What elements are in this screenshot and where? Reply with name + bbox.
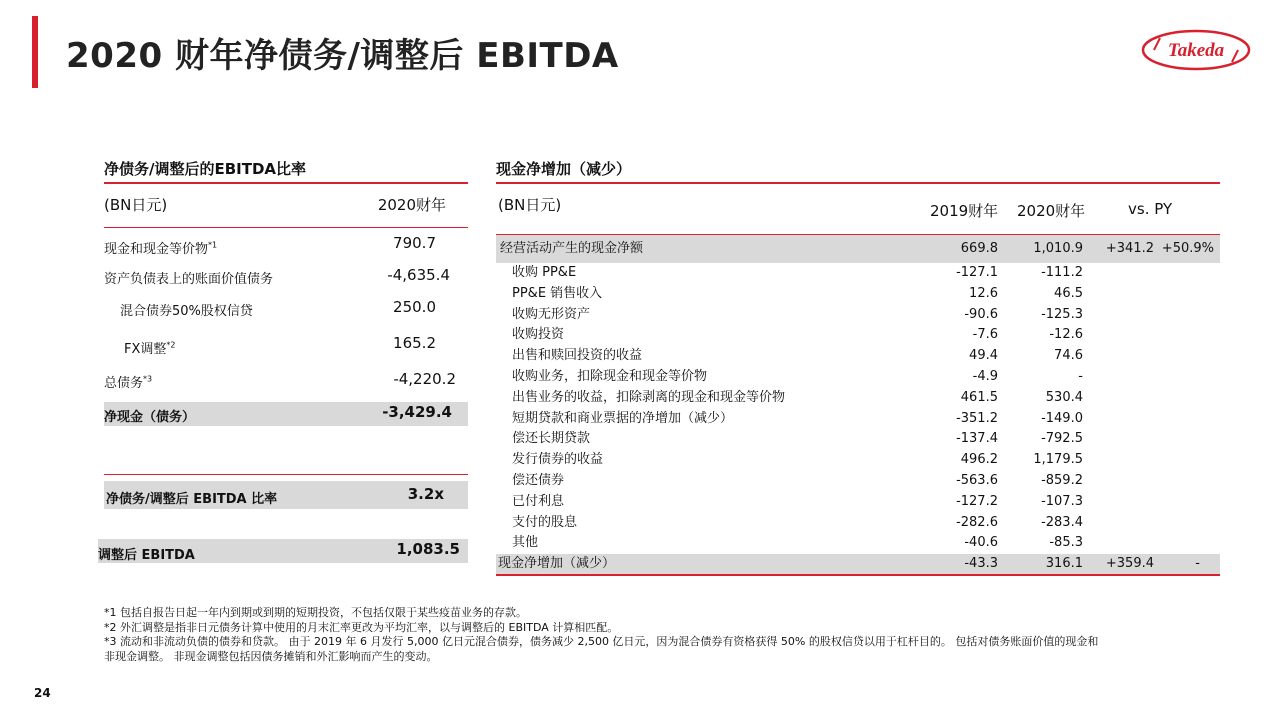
table-row (496, 513, 1220, 534)
table-row (104, 364, 468, 400)
row-label: 收购无形资产 (512, 306, 591, 322)
net-debt-header-row (104, 184, 468, 228)
row-label: 短期贷款和商业票据的净增加（减少） (512, 410, 734, 426)
row-value: -4,220.2 (393, 370, 456, 388)
takeda-logo (1140, 28, 1252, 72)
column-header-fy2019: 2019财年 (930, 202, 999, 220)
fy2019-value: 496.2 (960, 452, 998, 468)
table-row (104, 228, 468, 260)
table-row (104, 328, 468, 364)
net-increase-total-row (496, 554, 1220, 576)
fy2019-value: -7.6 (972, 327, 998, 343)
change-value: +341.2 (1105, 241, 1154, 256)
fy2020-value: - (1078, 368, 1083, 384)
row-value: 250.0 (393, 298, 436, 316)
title-accent-bar (32, 16, 38, 88)
footnote: *3 流动和非流动负债的债券和贷款。 由于 2019 年 6 月发行 5,000 亿日元混合债券，债务减少 2,500 亿日元，因为混合债券有资格获得 50% 的股权信贷以用于杠杆目的。 包括对债务账面价值的现金和 (104, 635, 1099, 648)
table-row (496, 235, 1220, 263)
fy2019-value: -137.4 (956, 431, 998, 447)
row-label: 发行债券的收益 (512, 452, 604, 468)
footnote-mark: *3 (143, 374, 153, 384)
row-value: -4,635.4 (387, 266, 450, 284)
table-row (496, 263, 1220, 284)
fy2020-value: 1,179.5 (1033, 452, 1083, 468)
net-cash-row (104, 402, 468, 426)
fy2020-value: -792.5 (1041, 431, 1083, 447)
fy2020-value: 46.5 (1054, 285, 1083, 301)
unit-label: (BN日元) (498, 196, 562, 214)
fy2020-value: -859.2 (1041, 472, 1083, 488)
fy2020-value: -149.0 (1041, 410, 1083, 426)
footnote-mark: *1 (208, 240, 218, 250)
table-row (496, 346, 1220, 367)
fy2020-value: 1,010.9 (1033, 241, 1083, 256)
column-header-fy2020: 2020财年 (377, 196, 446, 214)
row-label: 其他 (512, 535, 539, 551)
row-label: 现金和现金等价物 (104, 242, 209, 257)
row-value: 3.2x (407, 485, 444, 503)
fy2019-value: -351.2 (956, 410, 998, 426)
leverage-ratio-row (104, 481, 468, 509)
table-row (496, 284, 1220, 305)
fy2020-value: 530.4 (1045, 389, 1083, 405)
net-debt-heading: 净债务/调整后的EBITDA比率 (104, 156, 468, 184)
row-label: 总债务 (104, 376, 144, 391)
fy2020-value: 74.6 (1054, 348, 1083, 364)
row-label: 已付利息 (512, 493, 565, 509)
row-value: 165.2 (393, 334, 436, 352)
fy2019-value: 12.6 (969, 285, 998, 301)
row-label: 收购投资 (512, 327, 565, 343)
row-label: 偿还长期贷款 (512, 431, 591, 447)
fy2019-value: 669.8 (960, 241, 998, 256)
row-label: PP&E 销售收入 (512, 285, 603, 301)
footnote-mark: *2 (166, 340, 176, 350)
footnote: *1 包括自报告日起一年内到期或到期的短期投资，不包括仅限于某些疫苗业务的存款。 (104, 606, 527, 619)
table-row (496, 409, 1220, 430)
row-label: FX调整 (124, 342, 167, 357)
fy2019-value: -282.6 (956, 514, 998, 530)
row-label: 调整后 EBITDA (98, 548, 195, 563)
fy2020-value: -111.2 (1041, 265, 1083, 280)
fy2020-value: -85.3 (1049, 535, 1083, 551)
fy2019-value: -127.2 (956, 493, 998, 509)
row-label: 资产负债表上的账面价值债务 (104, 272, 274, 287)
table-row (496, 429, 1220, 450)
footnotes (104, 606, 1214, 664)
table-row (496, 305, 1220, 326)
table-row (496, 533, 1220, 554)
page-number: 24 (34, 686, 51, 700)
fy2019-value: -43.3 (964, 556, 998, 572)
row-label: 净现金（债务） (104, 410, 196, 425)
fy2020-value: -107.3 (1041, 493, 1083, 509)
cash-flow-table (496, 156, 1220, 576)
row-label: 经营活动产生的现金净额 (500, 241, 644, 256)
page-title: 2020 财年净债务/调整后 EBITDA (66, 36, 619, 76)
table-row (496, 325, 1220, 346)
row-label: 出售和赎回投资的收益 (512, 348, 643, 364)
fy2020-value: -12.6 (1049, 327, 1083, 343)
change-value: +359.4 (1105, 556, 1154, 572)
unit-label: (BN日元) (104, 196, 168, 214)
row-label: 偿还债券 (512, 472, 565, 488)
row-label: 净债务/调整后 EBITDA 比率 (106, 492, 278, 507)
fy2019-value: -563.6 (956, 472, 998, 488)
footnote: *2 外汇调整是指非日元债务计算中使用的月末汇率更改为平均汇率，以与调整后的 EBITDA 计算相匹配。 (104, 620, 619, 634)
table-row (496, 450, 1220, 471)
fy2019-value: -90.6 (964, 306, 998, 322)
fy2019-value: 49.4 (969, 348, 998, 364)
table-row (104, 260, 468, 292)
table-row (496, 492, 1220, 513)
row-value: -3,429.4 (382, 403, 452, 421)
row-label: 混合债券50%股权信贷 (120, 304, 253, 319)
column-header-vs-py: vs. PY (1128, 200, 1173, 218)
row-label: 支付的股息 (512, 514, 578, 530)
change-percent: +50.9% (1161, 241, 1214, 256)
row-value: 1,083.5 (396, 540, 460, 558)
row-label: 收购业务，扣除现金和现金等价物 (512, 368, 708, 384)
cash-flow-header-row (496, 184, 1220, 235)
fy2019-value: 461.5 (960, 389, 998, 405)
fy2019-value: -4.9 (972, 368, 998, 384)
row-label: 收购 PP&E (512, 265, 577, 280)
cash-flow-heading: 现金净增加（减少） (496, 156, 1220, 184)
fy2020-value: 316.1 (1045, 556, 1083, 572)
change-percent: - (1195, 556, 1200, 572)
fy2019-value: -40.6 (964, 535, 998, 551)
row-label: 现金净增加（减少） (498, 556, 616, 572)
fy2020-value: -125.3 (1041, 306, 1083, 322)
column-header-fy2020: 2020财年 (1017, 202, 1086, 220)
table-row (104, 292, 468, 328)
adjusted-ebitda-row (98, 539, 468, 563)
fy2020-value: -283.4 (1041, 514, 1083, 530)
table-row (496, 388, 1220, 409)
fy2019-value: -127.1 (956, 265, 998, 280)
section-divider (104, 426, 468, 475)
svg-text:Takeda: Takeda (1167, 40, 1225, 61)
row-label: 出售业务的收益，扣除剥离的现金和现金等价物 (512, 389, 786, 405)
row-value: 790.7 (393, 234, 436, 252)
net-debt-table (98, 156, 468, 563)
footnote: 非现金调整。 非现金调整包括因债务摊销和外汇影响而产生的变动。 (104, 649, 438, 663)
table-row (496, 367, 1220, 388)
table-row (496, 471, 1220, 492)
